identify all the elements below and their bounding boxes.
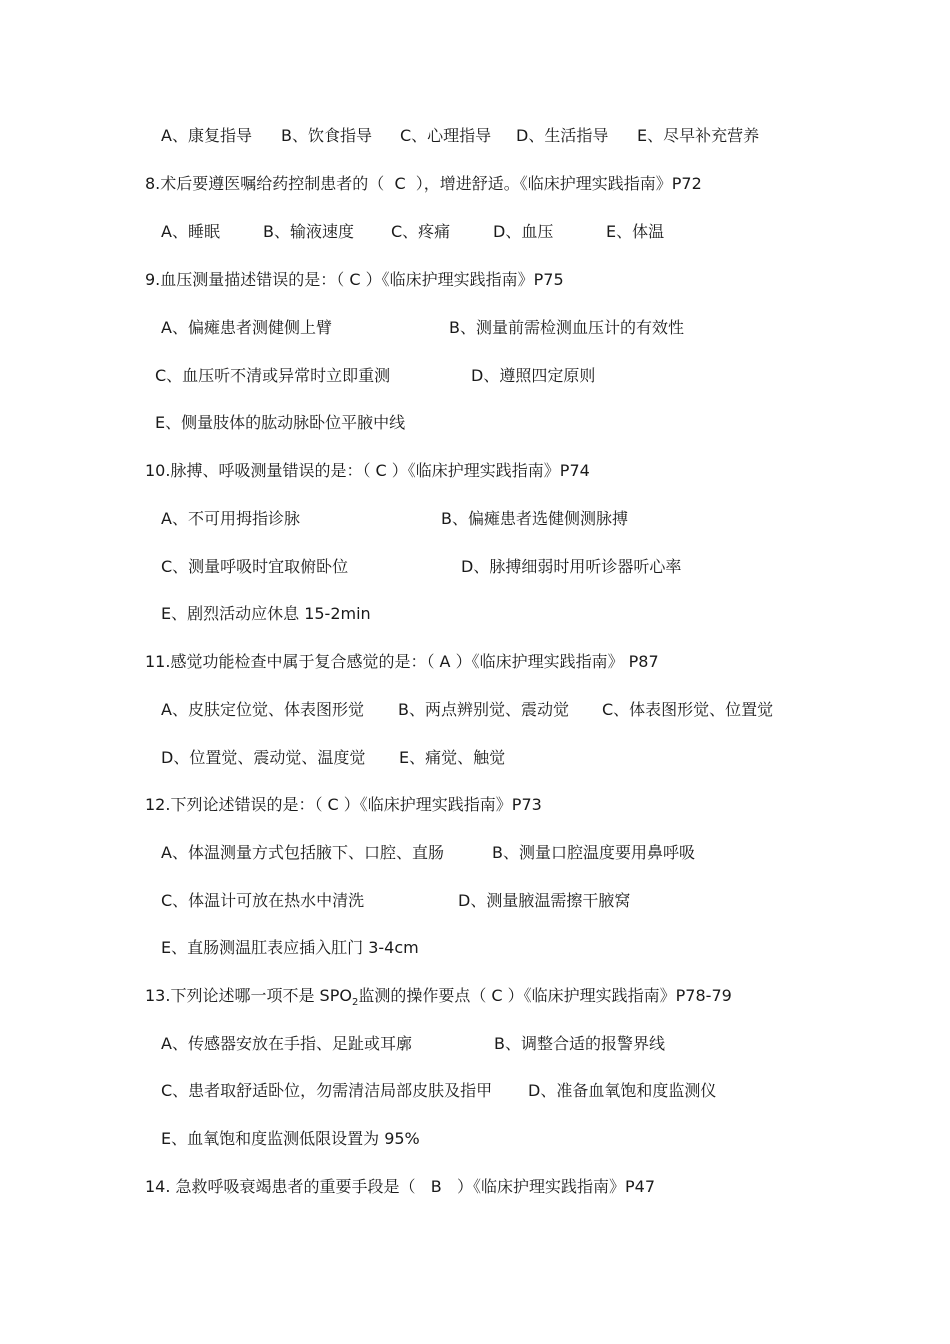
q13-options-row-1	[0, 1032, 665, 1056]
question-10	[0, 459, 590, 483]
option-e: E、直肠测温肛表应插入肛门 3-4cm	[161, 938, 419, 957]
q10-options-row-1	[0, 507, 628, 531]
option-a: A、皮肤定位觉、体表图形觉	[161, 700, 364, 719]
option-a: A、体温测量方式包括腋下、口腔、直肠	[161, 843, 444, 862]
question-text: 11.感觉功能检查中属于复合感觉的是：（ A ）《临床护理实践指南》 P87	[145, 652, 659, 671]
q9-options-row-3	[0, 411, 406, 435]
option-e: E、尽早补充营养	[637, 126, 760, 145]
option-e: E、痛觉、触觉	[399, 748, 506, 767]
option-c: C、体表图形觉、位置觉	[602, 700, 774, 719]
q7-options	[0, 124, 760, 148]
option-d: D、位置觉、震动觉、温度觉	[161, 748, 366, 767]
option-b: B、偏瘫患者选健侧测脉搏	[441, 509, 628, 528]
question-text: 14. 急救呼吸衰竭患者的重要手段是（ B ）《临床护理实践指南》P47	[145, 1177, 656, 1196]
q13-options-row-3	[0, 1127, 420, 1151]
question-text: 10.脉搏、呼吸测量错误的是：（ C ）《临床护理实践指南》P74	[145, 461, 590, 480]
option-c: C、血压听不清或异常时立即重测	[155, 366, 391, 385]
question-11	[0, 650, 659, 674]
option-b: B、饮食指导	[281, 126, 372, 145]
option-d: D、遵照四定原则	[471, 366, 596, 385]
option-e: E、血氧饱和度监测低限设置为 95%	[161, 1129, 420, 1148]
option-c: C、心理指导	[400, 126, 492, 145]
option-c: C、测量呼吸时宜取俯卧位	[161, 557, 349, 576]
option-c: C、患者取舒适卧位，勿需清洁局部皮肤及指甲	[161, 1081, 493, 1100]
option-e: E、侧量肢体的肱动脉卧位平腋中线	[155, 413, 406, 432]
q12-options-row-2	[0, 889, 631, 913]
q9-options-row-1	[0, 316, 684, 340]
question-text	[145, 984, 732, 1008]
option-a: A、不可用拇指诊脉	[161, 509, 300, 528]
question-text-end: 监测的操作要点（ C ）《临床护理实践指南》P78-79	[358, 986, 732, 1005]
question-text: 9.血压测量描述错误的是：（ C ）《临床护理实践指南》P75	[145, 270, 564, 289]
question-14	[0, 1175, 656, 1199]
option-c: C、体温计可放在热水中清洗	[161, 891, 365, 910]
option-d: D、测量腋温需擦干腋窝	[458, 891, 631, 910]
option-b: B、两点辨别觉、震动觉	[398, 700, 569, 719]
option-b: B、测量口腔温度要用鼻呼吸	[492, 843, 695, 862]
option-e: E、剧烈活动应休息 15-2min	[161, 604, 371, 623]
question-13	[0, 984, 732, 1009]
option-d: D、脉搏细弱时用听诊器听心率	[461, 557, 682, 576]
option-a: A、康复指导	[161, 126, 252, 145]
question-9	[0, 268, 564, 292]
question-8	[0, 172, 702, 196]
option-b: B、输液速度	[263, 222, 354, 241]
option-d: D、准备血氧饱和度监测仪	[528, 1081, 717, 1100]
option-c: C、疼痛	[391, 222, 451, 241]
question-12	[0, 793, 542, 817]
option-a: A、传感器安放在手指、足趾或耳廓	[161, 1034, 412, 1053]
q11-options-row-2	[0, 746, 506, 770]
option-d: D、血压	[493, 222, 554, 241]
question-text-start: 13.下列论述哪一项不是 SPO	[145, 986, 352, 1005]
option-a: A、偏瘫患者测健侧上臂	[161, 318, 332, 337]
q13-options-row-2	[0, 1079, 717, 1103]
subscript-2: 2	[351, 997, 359, 1009]
option-e: E、体温	[606, 222, 665, 241]
option-d: D、生活指导	[516, 126, 609, 145]
question-text: 12.下列论述错误的是：（ C ）《临床护理实践指南》P73	[145, 795, 542, 814]
q10-options-row-2	[0, 555, 682, 579]
option-a: A、睡眠	[161, 222, 220, 241]
q12-options-row-3	[0, 936, 419, 960]
q9-options-row-2	[0, 364, 596, 388]
q10-options-row-3	[0, 602, 371, 626]
q12-options-row-1	[0, 841, 695, 865]
option-b: B、调整合适的报警界线	[494, 1034, 665, 1053]
q11-options-row-1	[0, 698, 774, 722]
question-text: 8.术后要遵医嘱给药控制患者的（ C ），增进舒适。《临床护理实践指南》P72	[145, 174, 702, 193]
q8-options	[0, 220, 665, 244]
option-b: B、测量前需检测血压计的有效性	[449, 318, 684, 337]
